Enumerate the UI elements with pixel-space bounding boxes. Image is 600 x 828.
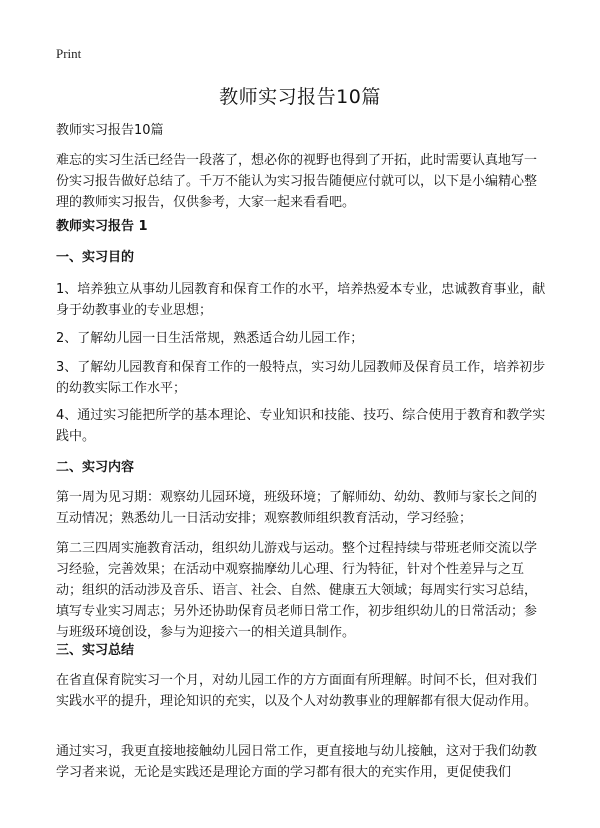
summary-paragraph: 通过实习，我更直接地接触幼儿园日常工作，更直接地与幼儿接触，这对于我们幼教学习者来说，无论是实践还是理论方面的学习都有很大的充实作用，更促使我们	[56, 744, 538, 780]
purpose-item: 3、了解幼儿园教育和保育工作的一般特点，实习幼儿园教师及保育员工作，培养初步的幼教实际工作水平；	[56, 360, 546, 396]
print-link[interactable]: Print	[56, 46, 82, 61]
section-heading-purpose: 一、实习目的	[56, 250, 135, 265]
intro-paragraph: 难忘的实习生活已经告一段落了，想必你的视野也得到了开拓，此时需要认真地写一份实习报告做好总结了。千万不能认为实习报告随便应付就可以，以下是小编精心整理的教师实习报告，仅供参考，大家一起来看看吧。	[56, 153, 538, 210]
page-title: 教师实习报告10篇	[219, 86, 381, 108]
section-heading-content: 二、实习内容	[56, 460, 135, 475]
content-paragraph: 第二三四周实施教育活动，组织幼儿游戏与运动。整个过程持续与带班老师交流以学习经验，完善效果；在活动中观察揣摩幼儿心理、行为特征，针对个性差异与之互动；组织的活动涉及音乐、语言、社会、自然、健康五大领域；每周实行实习总结，填写专业实习周志；另外还协助保育员老师日常工作，初步组织幼儿的日常活动；参与班级环境创设，参与为迎接六一的相关道具制作。	[56, 541, 538, 640]
report-heading: 教师实习报告 1	[56, 219, 148, 234]
purpose-item: 1、培养独立从事幼儿园教育和保育工作的水平，培养热爱本专业，忠诚教育事业，献身于幼教事业的专业思想；	[56, 282, 546, 318]
purpose-item: 4、通过实习能把所学的基本理论、专业知识和技能、技巧、综合使用于教育和教学实践中。	[56, 408, 546, 444]
section-heading-summary: 三、实习总结	[56, 643, 135, 658]
document-subtitle: 教师实习报告10篇	[56, 123, 164, 138]
purpose-item: 2、了解幼儿园一日生活常规，熟悉适合幼儿园工作；	[56, 331, 364, 346]
summary-paragraph: 在省直保育院实习一个月，对幼儿园工作的方方面面有所理解。时间不长，但对我们实践水平的提升，理论知识的充实，以及个人对幼教事业的理解都有很大促动作用。	[56, 673, 538, 709]
content-paragraph: 第一周为见习期：观察幼儿园环境，班级环境；了解师幼、幼幼、教师与家长之间的互动情况；熟悉幼儿一日活动安排；观察教师组织教育活动，学习经验；	[56, 490, 538, 526]
